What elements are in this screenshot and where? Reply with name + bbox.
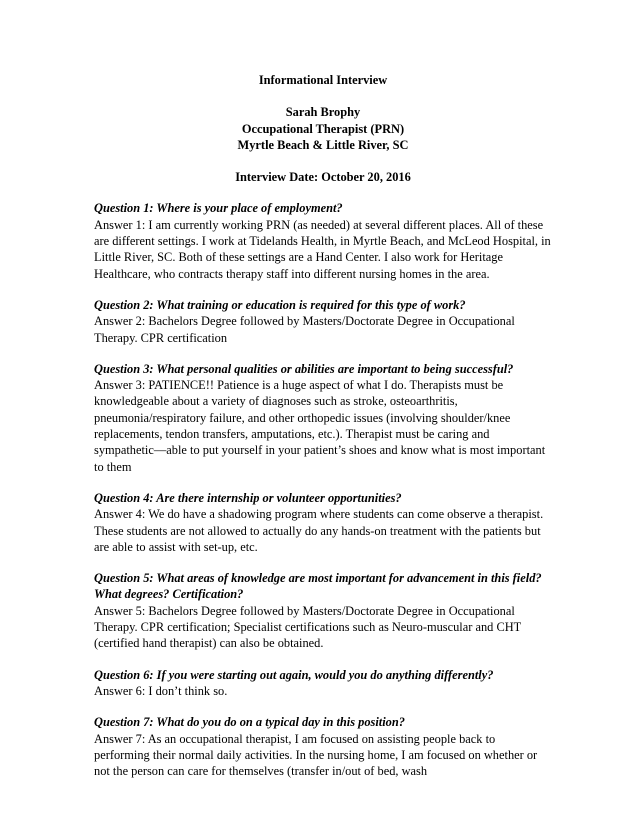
interviewee-location: Myrtle Beach & Little River, SC — [237, 137, 409, 152]
interviewee-position: Occupational Therapist (PRN) — [241, 121, 405, 136]
interviewee-name: Sarah Brophy — [285, 105, 361, 120]
document-content — [94, 72, 552, 779]
qa-item-2 — [94, 297, 552, 346]
qa-item-3 — [94, 361, 552, 475]
answer-1: Answer 1: I am currently working PRN (as needed) at several different places. All of these are different settings. I work at Tidelands Health, in Myrtle Beach, and McLeod Hospital, in Little River, SC. Both of these settings are a Hand Center. I also work for Heritage Healthcare, who contracts therapy staff into different nursing homes in the area. — [94, 217, 551, 281]
answer-4: Answer 4: We do have a shadowing program where students can come observe a therapist. These students are not allowed to actually do any hands-on treatment with the patients but are able to assist with set-up, etc. — [94, 507, 544, 554]
document-title: Informational Interview — [258, 73, 388, 87]
qa-item-5 — [94, 570, 552, 651]
question-2: Question 2: What training or education is required for this type of work? — [94, 297, 466, 312]
qa-item-4 — [94, 490, 552, 555]
question-3: Question 3: What personal qualities or abilities are important to being successful? — [94, 361, 514, 376]
answer-2: Answer 2: Bachelors Degree followed by Masters/Doctorate Degree in Occupational Therapy. CPR certification — [94, 314, 515, 345]
question-6: Question 6: If you were starting out again, would you do anything differently? — [94, 667, 494, 682]
answer-6: Answer 6: I don’t think so. — [94, 683, 228, 698]
qa-item-6 — [94, 667, 552, 700]
question-1: Question 1: Where is your place of employment? — [94, 201, 343, 216]
answer-7: Answer 7: As an occupational therapist, I am focused on assisting people back to performing their normal daily activities. In the nursing home, I am focused on whether or not the person can care for themselves (transfer in/out of bed, wash — [94, 731, 538, 779]
answer-3: Answer 3: PATIENCE!! Patience is a huge aspect of what I do. Therapists must be knowledgeable about a variety of diagnoses such as stroke, osteoarthritis, pneumonia/respiratory failure, and other orthopedic issues (involving shoulder/knee replacements, tendon transfers, amputations, etc.). Therapist must be caring and sympathetic—able to put yourself in your patient’s shoes and know what is most important to them — [94, 378, 546, 474]
question-5: Question 5: What areas of knowledge are most important for advancement in this field? What degrees? Certification? — [94, 571, 542, 602]
qa-item-1 — [94, 200, 552, 281]
qa-item-7 — [94, 714, 552, 779]
question-4: Question 4: Are there internship or volunteer opportunities? — [94, 490, 402, 505]
interviewee-block — [94, 104, 552, 153]
answer-5: Answer 5: Bachelors Degree followed by Masters/Doctorate Degree in Occupational Therapy. CPR certification; Specialist certifications such as Neuro-muscular and CHT (certified hand therapist) can also be obtained. — [94, 603, 522, 651]
question-7: Question 7: What do you do on a typical day in this position? — [94, 715, 405, 730]
interview-date: Interview Date: October 20, 2016 — [235, 170, 411, 185]
